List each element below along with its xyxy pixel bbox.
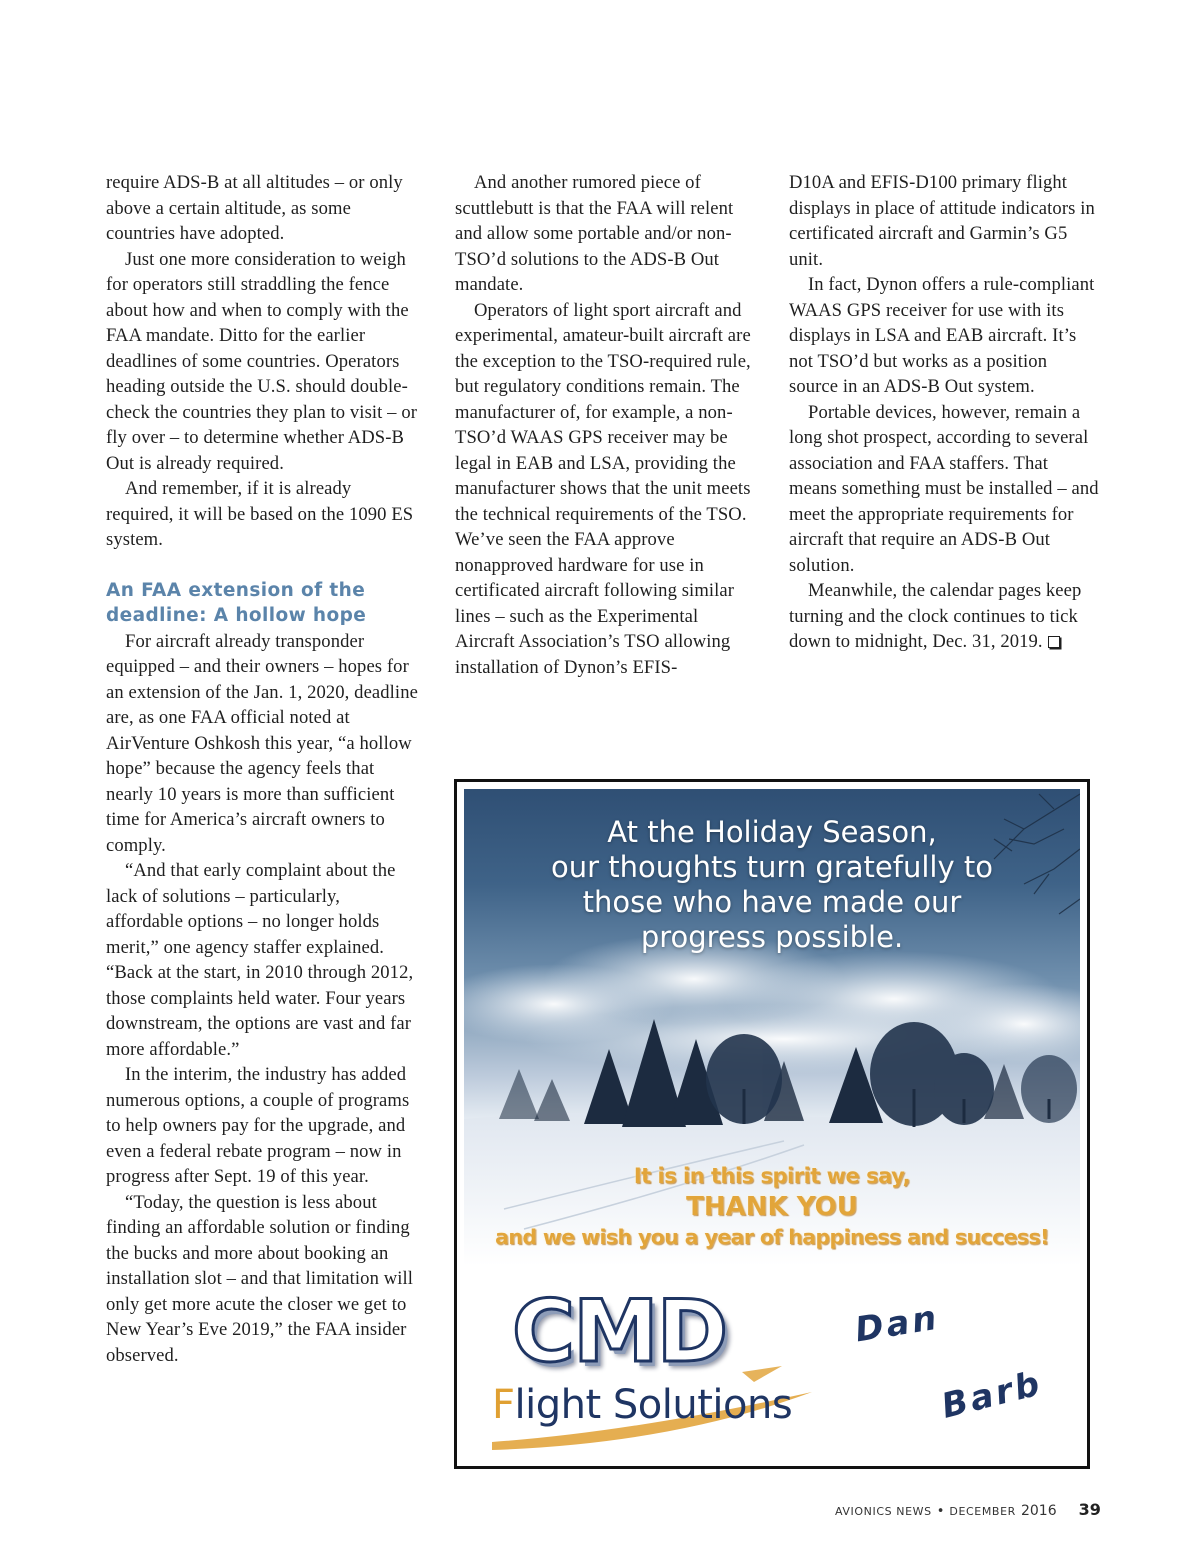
paragraph: “Today, the question is less about finding an affordable solution or finding the bucks and more about booking an installation slot – and that limitation will only get more acute the closer we get to New Year’s Eve 2019,” the FAA insider observed.	[106, 1191, 414, 1366]
ad-wish-line: and we wish you a year of happiness and success!	[495, 1225, 1049, 1249]
ad-thank-you: THANK YOU	[686, 1192, 858, 1222]
paragraph-text: Meanwhile, the calendar pages keep turning and the clock continues to tick down to midnight, Dec. 31, 2019.	[789, 580, 1082, 652]
logo-cmd-text: CMD	[512, 1282, 727, 1382]
cmd-flight-solutions-logo	[492, 1282, 822, 1452]
paragraph: In fact, Dynon offers a rule-compliant WAAS GPS receiver for use with its displays in LSA and EAB aircraft. It’s not TSO’d but works as a position source in an ADS-B Out system.	[789, 274, 1095, 397]
logo-flight-solutions-text	[492, 1382, 792, 1428]
ad-headline-line: At the Holiday Season,	[607, 815, 937, 849]
footer-separator: •	[936, 1504, 945, 1519]
ad-headline	[464, 815, 1080, 955]
paragraph: And remember, if it is already required, it will be based on the 1090 ES system.	[106, 478, 414, 550]
paragraph-last	[789, 578, 1099, 655]
logo-f-letter: F	[492, 1382, 515, 1428]
paragraph: Portable devices, however, remain a long shot prospect, according to several association and FAA staffers. That means something must be installed – and meet the appropriate requirements for aircraft that require an ADS-B Out solution.	[789, 401, 1099, 576]
winter-scene-photo	[464, 789, 1080, 1266]
paragraph: For aircraft already transponder equipped – and their owners – hopes for an extension of the Jan. 1, 2020, deadline are, as one FAA official noted at AirVenture Oshkosh this year, “a hollow hope” because the agency feels that nearly 10 years is more than sufficient time for America’s aircraft owners to comply.	[106, 630, 418, 856]
paragraph: Just one more consideration to weigh for operators still straddling the fence about how and when to comply with the FAA mandate. Ditto for the earlier deadlines of some countries. Operators heading outside the U.S. should double-check the countries they plan to visit – or fly over – to determine whether ADS-B Out is already required.	[106, 248, 418, 474]
section-gap	[106, 553, 418, 578]
signature-dan: Dan	[852, 1297, 942, 1351]
ad-spirit-line: It is in this spirit we say,	[633, 1164, 911, 1188]
logo-rest-text: light Solutions	[514, 1382, 793, 1428]
page-footer	[835, 1500, 1101, 1522]
issue-month: DECEMBER	[949, 1505, 1016, 1518]
paragraph: require ADS-B at all altitudes – or only above a certain altitude, as some countries have adopted.	[106, 172, 403, 244]
end-of-article-icon	[1048, 636, 1060, 648]
page-number: 39	[1078, 1500, 1101, 1519]
publication-name: AVIONICS NEWS	[835, 1505, 932, 1518]
ad-headline-line: those who have made our	[582, 885, 962, 919]
paragraph: In the interim, the industry has added numerous options, a couple of programs to help owners pay for the upgrade, and even a federal rebate program – now in progress after Sept. 19 of this year.	[106, 1064, 410, 1187]
article-column-2	[455, 170, 760, 680]
ad-headline-line: progress possible.	[640, 920, 904, 954]
section-subhead: An FAA extension of the deadline: A hollow hope	[106, 579, 367, 626]
paragraph: D10A and EFIS-D100 primary flight displays in place of attitude indicators in certificated aircraft and Garmin’s G5 unit.	[789, 172, 1095, 270]
signature-barb: Barb	[937, 1363, 1047, 1427]
article-column-3	[789, 170, 1099, 655]
holiday-advertisement	[454, 779, 1090, 1469]
paragraph: And another rumored piece of scuttlebutt is that the FAA will relent and allow some portable and/or non-TSO’d solutions to the ADS-B Out mandate.	[455, 172, 734, 295]
issue-year: 2016	[1020, 1503, 1057, 1519]
paragraph: “And that early complaint about the lack of solutions – particularly, affordable options – no longer holds merit,” one agency staffer explained. “Back at the start, in 2010 through 2012, those complaints held water. Four years downstream, the options are vast and far more affordable.”	[106, 860, 414, 1060]
paragraph: Operators of light sport aircraft and experimental, amateur-built aircraft are the exception to the TSO-required rule, but regulatory conditions remain. The manufacturer of, for example, a non-TSO’d WAAS GPS receiver may be legal in EAB and LSA, providing the manufacturer shows that the unit meets the technical requirements of the TSO. We’ve seen the FAA approve nonapproved hardware for use in certificated aircraft following similar lines – such as the Experimental Aircraft Association’s TSO allowing installation of Dynon’s EFIS-	[455, 299, 751, 678]
ad-headline-line: our thoughts turn gratefully to	[551, 850, 993, 884]
article-column-1	[106, 170, 418, 1368]
